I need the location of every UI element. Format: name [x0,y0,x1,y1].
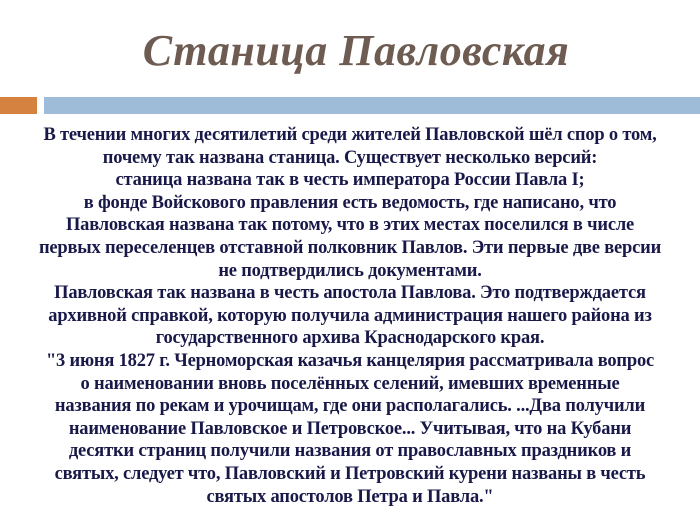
divider-accent-orange [0,97,37,114]
body-text-line: десятки страниц получили названия от православных праздников и [68,441,632,462]
body-text-line: Павловская так названа в честь апостола Павлова. Это подтверждается [54,283,646,304]
divider-accent-blue [44,97,700,114]
slide-title: Станица Павловская [142,26,570,75]
slide-body-text [0,124,700,508]
body-text-line: первых переселенцев отставной полковник Павлов. Эти первые две версии [38,237,662,258]
body-text-line: Павловская названа так потому, что в этих местах поселился в числе [65,215,635,236]
body-text-line: государственного архива Краснодарского края. [155,328,545,349]
body-text-line: почему так названа станица. Существует несколько версий: [102,147,598,168]
body-text-line: в фонде Войскового правления есть ведомость, где написано, что [83,192,617,213]
body-text-line: станица названа так в честь императора России Павла I; [115,170,585,191]
body-text-line: святых, следует что, Павловский и Петровский курени названы в честь [54,463,646,484]
body-text-line: В течении многих десятилетий среди жителей Павловской шёл спор о том, [43,125,657,145]
title-divider-bar [0,97,700,114]
body-text-line: святых апостолов Петра и Павла." [206,486,494,507]
body-text-line: не подтвердились документами. [218,260,482,281]
body-text-line: названия по рекам и урочищам, где они располагались. ...Два получили [54,396,646,417]
body-text-line: о наименовании вновь поселённых селений, имевших временные [80,373,620,394]
body-text-line: архивной справкой, которую получила администрация нашего района из [48,305,652,326]
body-text-line: "3 июня 1827 г. Черноморская казачья канцелярия рассматривала вопрос [45,350,655,371]
body-text-line: наименование Павловское и Петровское... Учитывая, что на Кубани [68,418,632,439]
